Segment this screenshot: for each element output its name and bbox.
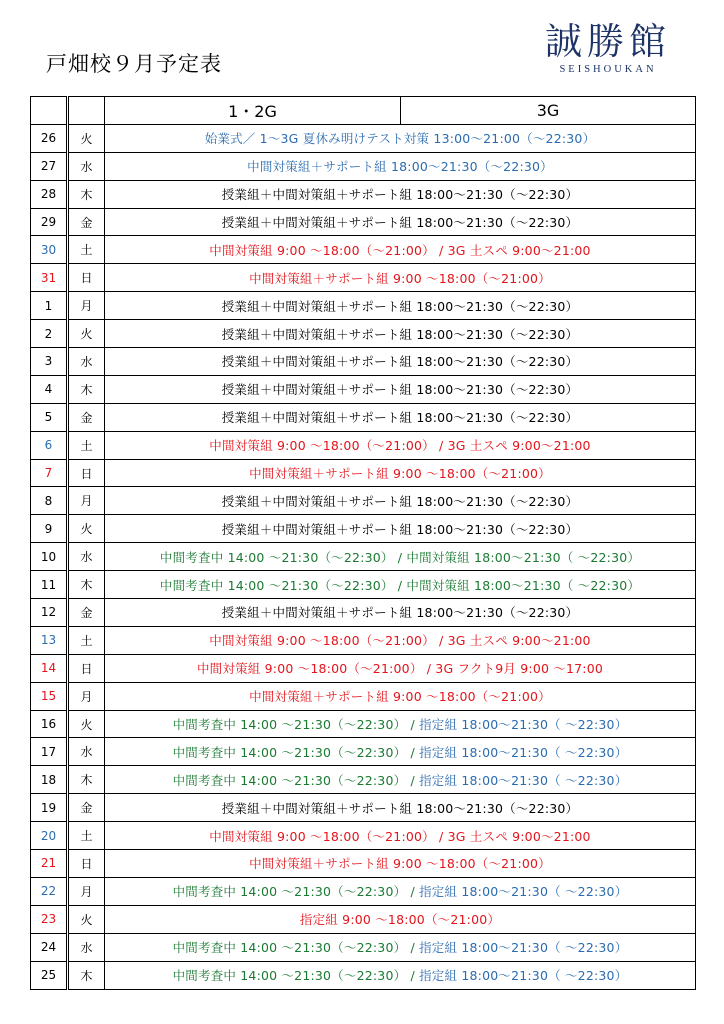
day-number: 11 bbox=[31, 571, 68, 599]
day-number: 14 bbox=[31, 654, 68, 682]
day-number: 20 bbox=[31, 822, 68, 850]
day-number: 25 bbox=[31, 961, 68, 989]
weekday: 日 bbox=[68, 654, 105, 682]
day-number: 15 bbox=[31, 682, 68, 710]
event-description: 授業組＋中間対策組＋サポート組 18:00～21:30（～22:30） bbox=[105, 348, 696, 376]
day-number: 8 bbox=[31, 487, 68, 515]
schedule-row bbox=[31, 710, 696, 738]
header-grade-12: 1・2G bbox=[105, 97, 401, 125]
day-number: 28 bbox=[31, 180, 68, 208]
event-description: 中間考査中 14:00 ～21:30（～22:30） / 中間対策組 18:00～21:30（ ～22:30） bbox=[105, 571, 696, 599]
event-description: 中間対策組 9:00 ～18:00（～21:00） / 3G 土スペ 9:00～21:00 bbox=[105, 626, 696, 654]
schedule-row bbox=[31, 236, 696, 264]
event-part: 中間考査中 14:00 ～21:30（～22:30） / bbox=[172, 744, 415, 760]
weekday: 土 bbox=[68, 236, 105, 264]
schedule-row bbox=[31, 822, 696, 850]
event-description bbox=[105, 877, 696, 905]
weekday: 木 bbox=[68, 961, 105, 989]
event-part: 中間考査中 14:00 ～21:30（～22:30） / bbox=[172, 717, 415, 733]
weekday: 土 bbox=[68, 822, 105, 850]
schedule-row bbox=[31, 264, 696, 292]
weekday: 金 bbox=[68, 403, 105, 431]
header-day-cell bbox=[31, 97, 68, 125]
schedule-row bbox=[31, 654, 696, 682]
weekday: 木 bbox=[68, 571, 105, 599]
school-logo bbox=[528, 20, 688, 76]
event-description: 授業組＋中間対策組＋サポート組 18:00～21:30（～22:30） bbox=[105, 403, 696, 431]
event-part: 中間考査中 14:00 ～21:30（～22:30） / bbox=[172, 884, 415, 900]
day-number: 21 bbox=[31, 850, 68, 878]
header-weekday-cell bbox=[68, 97, 105, 125]
weekday: 火 bbox=[68, 710, 105, 738]
weekday: 火 bbox=[68, 515, 105, 543]
event-description: 授業組＋中間対策組＋サポート組 18:00～21:30（～22:30） bbox=[105, 375, 696, 403]
weekday: 金 bbox=[68, 794, 105, 822]
weekday: 木 bbox=[68, 180, 105, 208]
schedule-row bbox=[31, 961, 696, 989]
event-description: 授業組＋中間対策組＋サポート組 18:00～21:30（～22:30） bbox=[105, 208, 696, 236]
weekday: 月 bbox=[68, 877, 105, 905]
schedule-row bbox=[31, 682, 696, 710]
schedule-row bbox=[31, 375, 696, 403]
schedule-body bbox=[31, 124, 696, 989]
schedule-row bbox=[31, 850, 696, 878]
weekday: 木 bbox=[68, 375, 105, 403]
event-description: 授業組＋中間対策組＋サポート組 18:00～21:30（～22:30） bbox=[105, 515, 696, 543]
weekday: 金 bbox=[68, 208, 105, 236]
day-number: 24 bbox=[31, 933, 68, 961]
day-number: 10 bbox=[31, 543, 68, 571]
event-description: 授業組＋中間対策組＋サポート組 18:00～21:30（～22:30） bbox=[105, 292, 696, 320]
day-number: 19 bbox=[31, 794, 68, 822]
event-part: 中間考査中 14:00 ～21:30（～22:30） / bbox=[172, 968, 415, 984]
day-number: 12 bbox=[31, 599, 68, 627]
event-description: 指定組 9:00 ～18:00（～21:00） bbox=[105, 905, 696, 933]
weekday: 日 bbox=[68, 850, 105, 878]
day-number: 30 bbox=[31, 236, 68, 264]
event-description bbox=[105, 961, 696, 989]
event-part: 中間考査中 14:00 ～21:30（～22:30） / bbox=[172, 940, 415, 956]
weekday: 土 bbox=[68, 626, 105, 654]
day-number: 2 bbox=[31, 320, 68, 348]
event-part: 指定組 18:00～21:30（ ～22:30） bbox=[414, 717, 628, 733]
schedule-row bbox=[31, 905, 696, 933]
schedule-row bbox=[31, 152, 696, 180]
schedule-row bbox=[31, 459, 696, 487]
weekday: 土 bbox=[68, 431, 105, 459]
weekday: 日 bbox=[68, 459, 105, 487]
schedule-row bbox=[31, 320, 696, 348]
event-part: 指定組 18:00～21:30（ ～22:30） bbox=[414, 744, 628, 760]
schedule-row bbox=[31, 571, 696, 599]
day-number: 3 bbox=[31, 348, 68, 376]
weekday: 水 bbox=[68, 738, 105, 766]
event-description: 授業組＋中間対策組＋サポート組 18:00～21:30（～22:30） bbox=[105, 320, 696, 348]
weekday: 月 bbox=[68, 487, 105, 515]
day-number: 29 bbox=[31, 208, 68, 236]
logo-kanji: 誠勝館 bbox=[545, 20, 671, 63]
day-number: 7 bbox=[31, 459, 68, 487]
day-number: 1 bbox=[31, 292, 68, 320]
event-part: 中間考査中 14:00 ～21:30（～22:30） / bbox=[172, 772, 415, 788]
schedule-row bbox=[31, 738, 696, 766]
day-number: 16 bbox=[31, 710, 68, 738]
day-number: 13 bbox=[31, 626, 68, 654]
event-description: 中間対策組 9:00 ～18:00（～21:00） / 3G 土スペ 9:00～21:00 bbox=[105, 822, 696, 850]
event-description: 中間対策組 9:00 ～18:00（～21:00） / 3G 土スペ 9:00～21:00 bbox=[105, 236, 696, 264]
day-number: 23 bbox=[31, 905, 68, 933]
header-grade-3: 3G bbox=[401, 97, 696, 125]
schedule-row bbox=[31, 794, 696, 822]
day-number: 9 bbox=[31, 515, 68, 543]
weekday: 日 bbox=[68, 264, 105, 292]
event-part: 指定組 18:00～21:30（ ～22:30） bbox=[414, 884, 628, 900]
event-description: 中間対策組＋サポート組 9:00 ～18:00（～21:00） bbox=[105, 264, 696, 292]
event-description: 中間対策組＋サポート組 18:00～21:30（～22:30） bbox=[105, 152, 696, 180]
event-description: 中間考査中 14:00 ～21:30（～22:30） / 中間対策組 18:00～21:30（ ～22:30） bbox=[105, 543, 696, 571]
day-number: 31 bbox=[31, 264, 68, 292]
event-part: 指定組 18:00～21:30（ ～22:30） bbox=[414, 968, 628, 984]
schedule-row bbox=[31, 933, 696, 961]
weekday: 木 bbox=[68, 766, 105, 794]
schedule-row bbox=[31, 431, 696, 459]
weekday: 月 bbox=[68, 292, 105, 320]
event-description: 授業組＋中間対策組＋サポート組 18:00～21:30（～22:30） bbox=[105, 599, 696, 627]
schedule-row bbox=[31, 348, 696, 376]
schedule-row bbox=[31, 626, 696, 654]
schedule-row bbox=[31, 877, 696, 905]
logo-roman: SEISHOUKAN bbox=[559, 64, 657, 75]
schedule-row bbox=[31, 543, 696, 571]
day-number: 27 bbox=[31, 152, 68, 180]
page-title: 戸畑校９月予定表 bbox=[46, 52, 222, 76]
event-description: 中間対策組＋サポート組 9:00 ～18:00（～21:00） bbox=[105, 850, 696, 878]
event-description: 中間対策組 9:00 ～18:00（～21:00） / 3G 土スペ 9:00～21:00 bbox=[105, 431, 696, 459]
schedule-row bbox=[31, 292, 696, 320]
event-description: 中間対策組＋サポート組 9:00 ～18:00（～21:00） bbox=[105, 459, 696, 487]
day-number: 26 bbox=[31, 124, 68, 152]
day-number: 17 bbox=[31, 738, 68, 766]
event-description bbox=[105, 710, 696, 738]
schedule-row bbox=[31, 208, 696, 236]
weekday: 水 bbox=[68, 152, 105, 180]
event-description bbox=[105, 738, 696, 766]
event-description bbox=[105, 933, 696, 961]
event-description: 授業組＋中間対策組＋サポート組 18:00～21:30（～22:30） bbox=[105, 794, 696, 822]
event-description: 授業組＋中間対策組＋サポート組 18:00～21:30（～22:30） bbox=[105, 487, 696, 515]
schedule-row bbox=[31, 766, 696, 794]
weekday: 火 bbox=[68, 905, 105, 933]
weekday: 水 bbox=[68, 348, 105, 376]
day-number: 5 bbox=[31, 403, 68, 431]
weekday: 火 bbox=[68, 320, 105, 348]
event-description: 始業式／ 1～3G 夏休み明けテスト対策 13:00～21:00（～22:30） bbox=[105, 124, 696, 152]
schedule-row bbox=[31, 180, 696, 208]
weekday: 金 bbox=[68, 599, 105, 627]
weekday: 水 bbox=[68, 933, 105, 961]
weekday: 水 bbox=[68, 543, 105, 571]
schedule-row bbox=[31, 403, 696, 431]
event-part: 指定組 18:00～21:30（ ～22:30） bbox=[414, 772, 628, 788]
schedule-row bbox=[31, 487, 696, 515]
weekday: 火 bbox=[68, 124, 105, 152]
event-part: 指定組 18:00～21:30（ ～22:30） bbox=[414, 940, 628, 956]
schedule-row bbox=[31, 599, 696, 627]
header-row bbox=[31, 97, 696, 125]
event-description: 授業組＋中間対策組＋サポート組 18:00～21:30（～22:30） bbox=[105, 180, 696, 208]
event-description: 中間対策組 9:00 ～18:00（～21:00） / 3G フクト9月 9:00 ～17:00 bbox=[105, 654, 696, 682]
day-number: 22 bbox=[31, 877, 68, 905]
event-description bbox=[105, 766, 696, 794]
day-number: 4 bbox=[31, 375, 68, 403]
day-number: 18 bbox=[31, 766, 68, 794]
schedule-table bbox=[30, 96, 696, 990]
event-description: 中間対策組＋サポート組 9:00 ～18:00（～21:00） bbox=[105, 682, 696, 710]
weekday: 月 bbox=[68, 682, 105, 710]
schedule-row bbox=[31, 515, 696, 543]
day-number: 6 bbox=[31, 431, 68, 459]
schedule-row bbox=[31, 124, 696, 152]
